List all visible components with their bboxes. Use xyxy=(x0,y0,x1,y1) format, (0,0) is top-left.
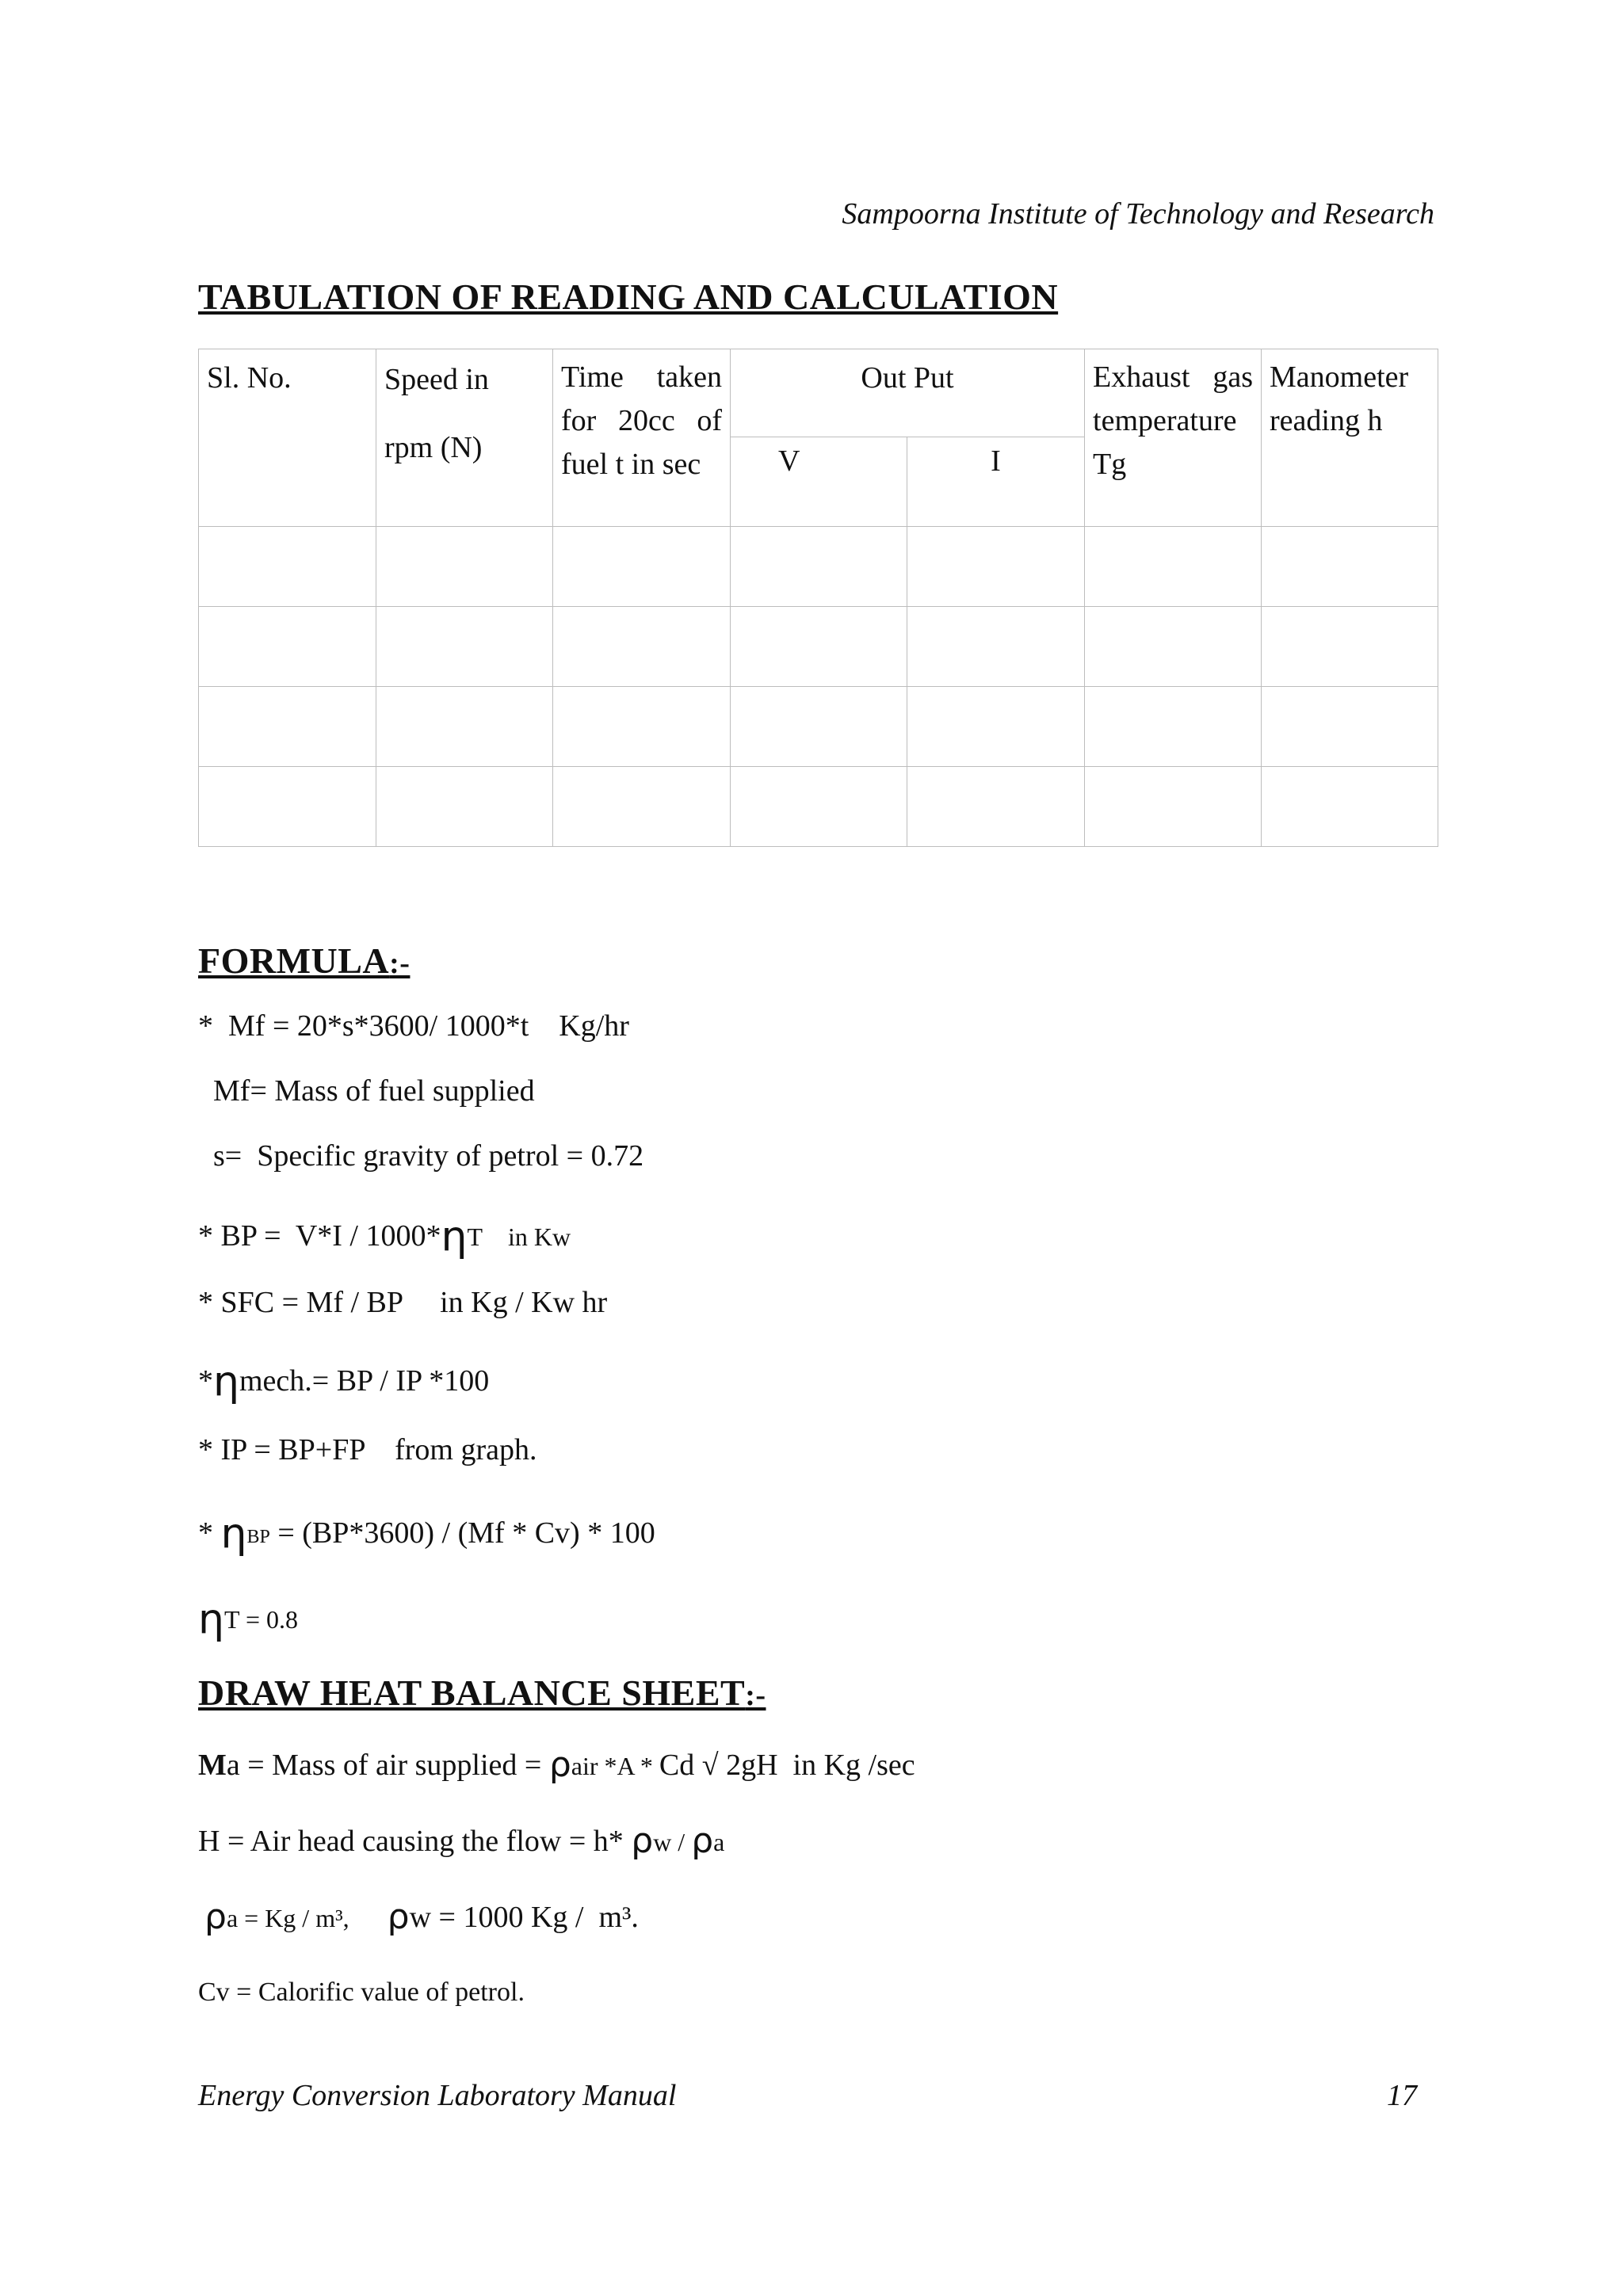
formula-eta-t: ηT = 0.8 xyxy=(198,1596,298,1643)
formula-ip: * IP = BP+FP from graph. xyxy=(198,1433,537,1466)
formula-heading: FORMULA:- xyxy=(198,940,411,981)
table-cell xyxy=(376,687,553,767)
table-cell xyxy=(1085,607,1262,687)
table-row xyxy=(199,767,1438,847)
formula-mech-efficiency: *ηmech.= BP / IP *100 xyxy=(198,1358,490,1405)
table-cell xyxy=(553,527,731,607)
rho-symbol: ρ xyxy=(691,1821,714,1861)
formula-sfc: * SFC = Mf / BP in Kg / Kw hr xyxy=(198,1286,608,1319)
formula-s-definition: s= Specific gravity of petrol = 0.72 xyxy=(198,1139,644,1173)
institution-header: Sampoorna Institute of Technology and Research xyxy=(842,197,1434,231)
table-cell xyxy=(731,687,907,767)
formula-mf: * Mf = 20*s*3600/ 1000*t Kg/hr xyxy=(198,1009,629,1043)
table-cell xyxy=(907,527,1085,607)
eta-symbol: η xyxy=(213,1358,239,1405)
rho-symbol: ρ xyxy=(387,1897,410,1937)
table-cell xyxy=(553,687,731,767)
formula-rho-values: ρa = Kg / m³, ρw = 1000 Kg / m³. xyxy=(204,1897,639,1937)
table-cell xyxy=(1262,687,1438,767)
formula-bp: * BP = V*I / 1000*ηT in Kw xyxy=(198,1213,571,1261)
formula-brake-thermal-efficiency: * ηBP = (BP*3600) / (Mf * Cv) * 100 xyxy=(198,1510,655,1558)
col-header-v: V xyxy=(731,437,907,527)
eta-symbol: η xyxy=(441,1213,468,1261)
table-cell xyxy=(199,527,376,607)
formula-mass-of-air: Ma = Mass of air supplied = ρair *A * Cd √ 2gH in Kg /sec xyxy=(198,1745,915,1785)
formula-cv-definition: Cv = Calorific value of petrol. xyxy=(198,1978,525,2007)
col-header-manometer: Manometer reading h xyxy=(1262,349,1438,527)
col-header-sl-no: Sl. No. xyxy=(199,349,376,527)
table-cell xyxy=(376,607,553,687)
table-cell xyxy=(731,767,907,847)
col-header-output: Out Put xyxy=(731,349,1085,437)
table-row xyxy=(199,527,1438,607)
table-cell xyxy=(376,767,553,847)
page-number: 17 xyxy=(1387,2079,1417,2112)
col-header-time: Time taken for 20cc of fuel t in sec xyxy=(553,349,731,527)
table-cell xyxy=(376,527,553,607)
col-header-speed: Speed in rpm (N) xyxy=(376,349,553,527)
col-header-i: I xyxy=(907,437,1085,527)
table-row xyxy=(199,687,1438,767)
table-row xyxy=(199,607,1438,687)
table-cell xyxy=(907,607,1085,687)
formula-mf-definition: Mf= Mass of fuel supplied xyxy=(198,1074,535,1108)
col-header-exhaust: Exhaust gas temperature Tg xyxy=(1085,349,1262,527)
table-cell xyxy=(199,607,376,687)
table-cell xyxy=(907,687,1085,767)
tabulation-heading: TABULATION OF READING AND CALCULATION xyxy=(198,277,1059,317)
rho-symbol: ρ xyxy=(204,1897,227,1937)
rho-symbol: ρ xyxy=(631,1821,654,1861)
table-cell xyxy=(1262,767,1438,847)
rho-symbol: ρ xyxy=(548,1745,571,1785)
table-cell xyxy=(731,607,907,687)
formula-air-head: H = Air head causing the flow = h* ρw / ρa xyxy=(198,1821,725,1861)
table-cell xyxy=(731,527,907,607)
heat-balance-heading: DRAW HEAT BALANCE SHEET:- xyxy=(198,1672,766,1713)
eta-symbol: η xyxy=(198,1596,224,1643)
table-cell xyxy=(1085,527,1262,607)
table-cell xyxy=(1262,527,1438,607)
table-cell xyxy=(199,767,376,847)
footer-manual-title: Energy Conversion Laboratory Manual xyxy=(198,2079,677,2112)
table-cell xyxy=(1085,767,1262,847)
table-cell xyxy=(1262,607,1438,687)
eta-symbol: η xyxy=(220,1510,247,1558)
table-cell xyxy=(553,767,731,847)
readings-table xyxy=(198,349,1438,847)
table-cell xyxy=(199,687,376,767)
table-cell xyxy=(553,607,731,687)
table-cell xyxy=(907,767,1085,847)
table-cell xyxy=(1085,687,1262,767)
